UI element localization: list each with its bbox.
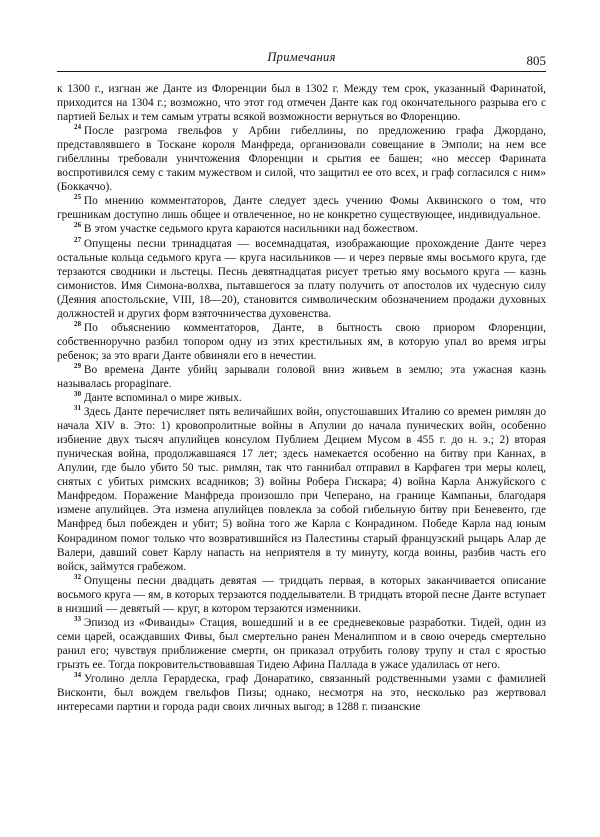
note-24-text: После разгрома гвельфов у Арбии гибеллины, по предложению графа Джордано, представлявшего в Тоскане короля Манфреда, организовали совещание в Эмполи; на нем все гибеллины требовали уничтожения Флоренции и срытия ее башен; «но мессер Фарината воспротивился сему с таким мужеством и силой, что защитил ее ото всех, и граф согласился с ним» (Боккаччо). [57, 125, 546, 194]
header-rule [57, 71, 546, 72]
note-27-number: 27 [74, 236, 82, 244]
note-29-text: Во времена Данте убийц зарывали головой вниз живьем в землю; эта ужасная казнь называлась propaginare. [57, 363, 546, 390]
note-27-text: Опущены песни тринадцатая — восемнадцатая, изображающие прохождение Данте через остальные кольца седьмого круга — круга насильников — и через первые ямы восьмого круга, где терзаются сводники и льстецы. Песнь девятнадцатая рисует третью яму восьмого круга — казнь симонистов. Имя Симона-волхва, пытавшегося за плату получить от апостолов их чудесную силу (Деяния апостольские, VIII, 18—20), становится символическим обозначением продажи духовных должностей и других форм взяточничества духовенства. [57, 237, 546, 320]
note-32 [57, 574, 546, 616]
note-29-number: 29 [74, 362, 82, 370]
note-29 [57, 363, 546, 391]
page-number: 805 [526, 53, 546, 68]
note-33 [57, 616, 546, 672]
note-28 [57, 321, 546, 363]
note-26-text: В этом участке седьмого круга караются насильники над божеством. [83, 223, 418, 236]
page-content [57, 50, 546, 714]
note-30 [57, 391, 546, 405]
note-28-text: По объяснению комментаторов, Данте, в бытность свою приором Флоренции, собственноручно разбил топором одну из этих крестильных ям, в которую упал во время игры ребенок; за это враги Данте обвиняли его в нечестии. [57, 321, 546, 362]
note-34-number: 34 [74, 671, 82, 679]
note-32-number: 32 [74, 573, 82, 581]
note-30-number: 30 [74, 391, 82, 399]
note-25 [57, 194, 546, 222]
note-30-text: Данте вспоминал о мире живых. [83, 392, 242, 405]
running-head-title: Примечания [267, 50, 336, 64]
note-34 [57, 672, 546, 714]
note-31-text: Здесь Данте перечисляет пять величайших войн, опустошавших Италию со времен римлян до начала XIV в. Это: 1) кровопролитные войны в Апулии до начала пунических войн, особенно избиение двух тысяч апулийцев консулом Публием Децием Мусом в 455 г. до н. э.; 2) вторая пуническая война, продолжавшаяся 17 лет; здесь намекается особенно на битву при Каннах, в Апулии, где было убито 50 тыс. римлян, так что ганнибал отправил в Карфаген три меры колец, снятых с убитых римских всадников; 3) войны Робера Гискара; 4) война Карла Анжуйского с Манфредом. Поражение Манфреда произошло при Чеперано, на границе Кампаньи, благодаря измене апулийцев. Эта измена апулийцев повлекла за собой гибельную битву при Беневенто, где Манфред был побежден и убит; 5) война того же Карла с Конрадином. Победе Карла над юным Конрадином помог только что возвратившийся из Палестины старый французский рыцарь Алар де Валери, давший совет Карлу напасть на неприятеля в ту минуту, когда воины, разбив часть его войск, займутся грабежом. [57, 406, 546, 573]
note-31-number: 31 [74, 405, 82, 413]
note-continuation [57, 82, 546, 124]
note-25-text: По мнению комментаторов, Данте следует здесь учению Фомы Аквинского о том, что грешникам доступно лишь общее и отвлеченное, но не конкретно существующее, индивидуальное. [57, 195, 546, 222]
note-28-number: 28 [74, 320, 82, 328]
note-34-text: Уголино делла Герардеска, граф Донаратико, связанный родственными узами с фамилией Висконти, был вождем гвельфов Пизы; однако, несмотря на это, несколько раз жертвовал интересами партии и города ради своих личных выгод; в 1288 г. пизанские [57, 672, 546, 714]
running-head [57, 50, 546, 69]
note-27 [57, 237, 546, 321]
note-25-number: 25 [74, 194, 82, 202]
note-24-number: 24 [74, 124, 82, 132]
note-continuation-text: к 1300 г., изгнан же Данте из Флоренции был в 1302 г. Между тем срок, указанный Фаринатой, приходится на 1304 г.; возможно, что этот год отмечен Данте как год окончательного разрыва его с партией Белых и тем самым утраты всякой возможности вернуться во Флоренцию. [57, 83, 546, 124]
note-24 [57, 124, 546, 194]
note-33-number: 33 [74, 615, 82, 623]
note-33-text: Эпизод из «Фиваиды» Стация, вошедший и в ее средневековые разработки. Тидей, один из семи царей, осаждавших Фивы, был смертельно ранен Меналиппом и в свою очередь смертельно ранил его; чувствуя приближение смерти, он приказал отрубить голову трупу и стал с яростью грызть ее. Тогда покровительствовавшая Тидею Афина Паллада в ужасе удалилась от него. [57, 616, 546, 671]
note-26-number: 26 [74, 222, 82, 230]
note-32-text: Опущены песни двадцать девятая — тридцать первая, в которых заканчивается описание восьмого круга — ям, в которых терзаются подделыватели. В тридцать второй песне Данте вступает в низший — девятый — круг, в котором терзаются изменники. [57, 574, 546, 615]
note-26 [57, 222, 546, 236]
note-31 [57, 405, 546, 574]
